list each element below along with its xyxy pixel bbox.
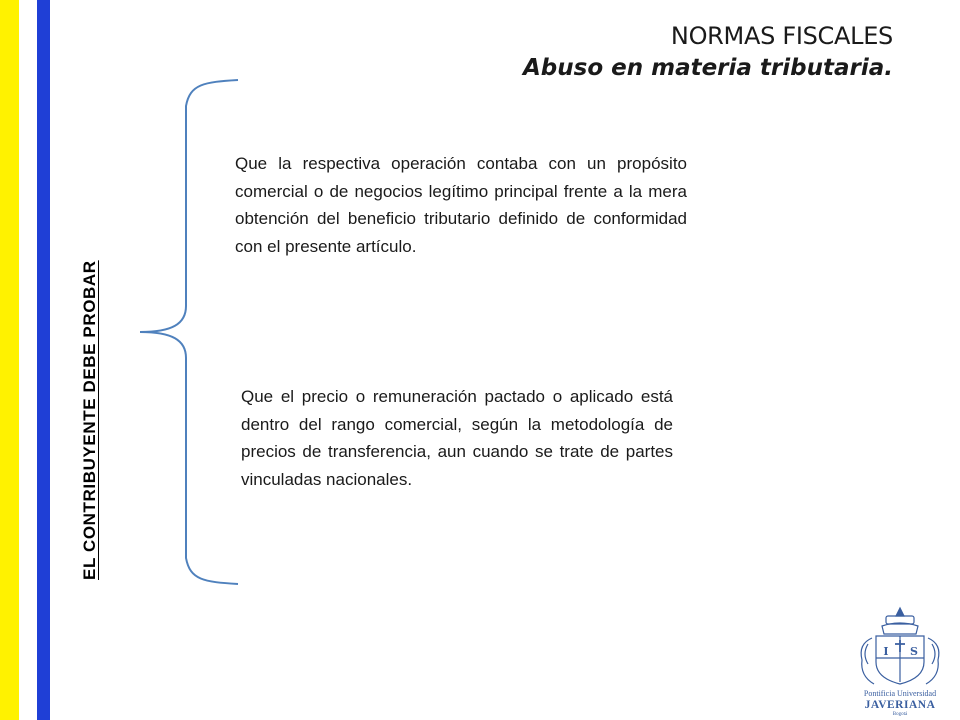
curly-brace-icon	[138, 76, 242, 588]
side-label: EL CONTRIBUYENTE DEBE PROBAR	[80, 260, 99, 580]
white-stripe	[19, 0, 37, 720]
yellow-stripe	[0, 0, 19, 720]
slide-subtitle: Abuso en materia tributaria.	[522, 55, 893, 81]
logo-line-2: JAVERIANA	[864, 699, 936, 711]
javeriana-logo	[852, 604, 948, 716]
logo-monogram-right: S	[910, 645, 918, 658]
logo-monogram-left: I	[883, 645, 889, 658]
blue-stripe	[37, 0, 50, 720]
condition-text-1: Que la respectiva operación contaba con un propósito comercial o de negocios legítimo principal frente a la mera obtención del beneficio tributario definido de conformidad con el presente artículo.	[235, 154, 687, 256]
logo-line-3: Bogotá	[892, 712, 908, 716]
logo-line-1: Pontificia Universidad	[863, 689, 937, 698]
condition-text-2: Que el precio o remuneración pactado o aplicado está dentro del rango comercial, según la metodología de precios de transferencia, aun cuando se trate de partes vinculadas nacionales.	[241, 387, 673, 489]
title-block	[523, 20, 893, 84]
slide-title: NORMAS FISCALES	[670, 22, 893, 50]
